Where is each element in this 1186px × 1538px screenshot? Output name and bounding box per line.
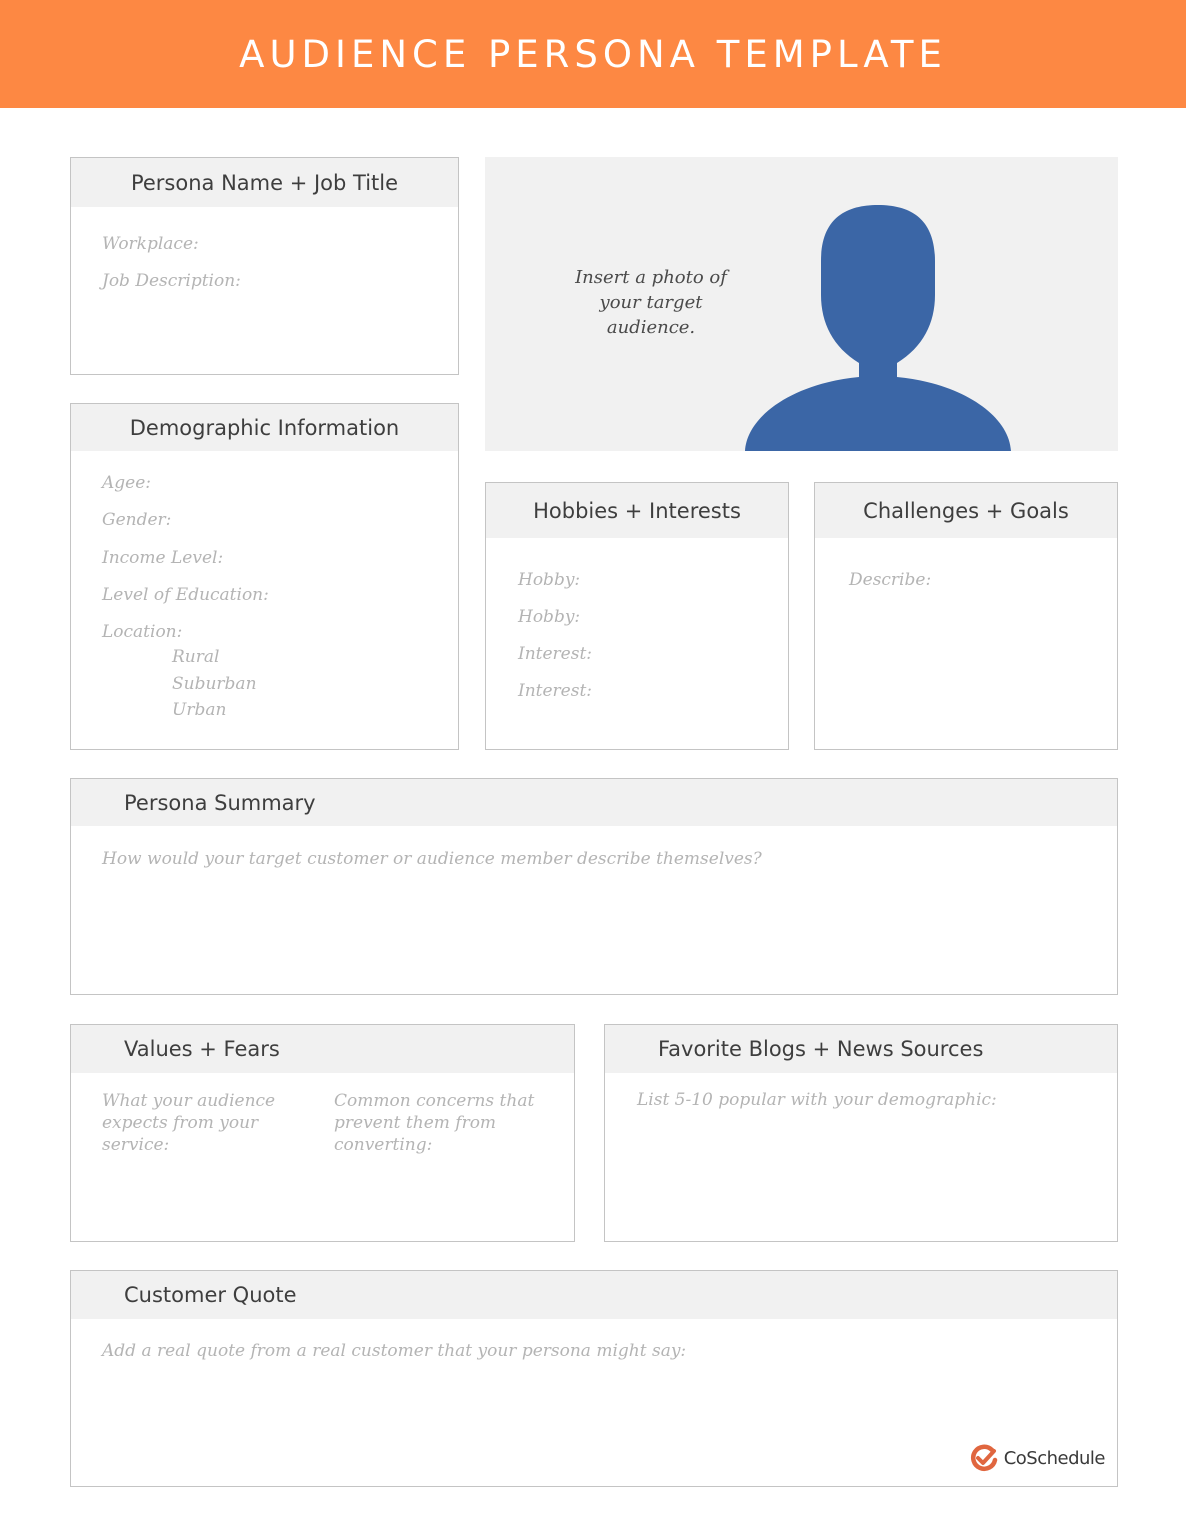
challenges-heading: Challenges + Goals bbox=[815, 483, 1117, 538]
interest-field[interactable]: Interest: bbox=[518, 644, 593, 664]
header-banner bbox=[0, 0, 1186, 108]
fears-field[interactable] bbox=[334, 1090, 534, 1156]
interest-field[interactable]: Interest: bbox=[518, 681, 593, 701]
fears-prompt-line: Common concerns that bbox=[334, 1091, 535, 1111]
persona-summary-card bbox=[70, 778, 1118, 995]
persona-summary-heading: Persona Summary bbox=[71, 779, 1117, 826]
challenges-card bbox=[814, 482, 1118, 750]
location-option-urban[interactable]: Urban bbox=[172, 700, 227, 720]
values-prompt-line: expects from your bbox=[102, 1113, 259, 1133]
photo-instruction-line: Insert a photo of bbox=[575, 267, 727, 288]
person-silhouette-icon bbox=[745, 205, 1011, 451]
describe-field[interactable]: Describe: bbox=[849, 570, 932, 590]
income-level-field[interactable]: Income Level: bbox=[102, 548, 224, 568]
hobbies-heading: Hobbies + Interests bbox=[486, 483, 788, 538]
photo-instruction bbox=[555, 265, 747, 340]
demographic-card bbox=[70, 403, 459, 750]
location-option-rural[interactable]: Rural bbox=[172, 647, 220, 667]
location-option-suburban[interactable]: Suburban bbox=[172, 674, 257, 694]
coschedule-check-icon bbox=[970, 1444, 998, 1472]
blogs-field[interactable]: List 5-10 popular with your demographic: bbox=[637, 1090, 997, 1110]
fears-prompt-line: prevent them from bbox=[334, 1113, 497, 1133]
hobby-field[interactable]: Hobby: bbox=[518, 607, 581, 627]
location-field[interactable]: Location: bbox=[102, 622, 183, 642]
blogs-heading: Favorite Blogs + News Sources bbox=[605, 1025, 1117, 1073]
fears-prompt-line: converting: bbox=[334, 1135, 433, 1155]
workplace-field[interactable]: Workplace: bbox=[102, 234, 199, 254]
hobbies-card bbox=[485, 482, 789, 750]
photo-placeholder[interactable] bbox=[485, 157, 1118, 451]
values-field[interactable] bbox=[102, 1090, 275, 1156]
quote-field[interactable]: Add a real quote from a real customer that your persona might say: bbox=[102, 1341, 687, 1361]
values-fears-heading: Values + Fears bbox=[71, 1025, 574, 1073]
summary-field[interactable]: How would your target customer or audience member describe themselves? bbox=[102, 849, 762, 869]
job-description-field[interactable]: Job Description: bbox=[102, 271, 241, 291]
values-fears-card bbox=[70, 1024, 575, 1242]
age-field[interactable]: Agee: bbox=[102, 473, 152, 493]
photo-instruction-line: your target bbox=[599, 292, 703, 313]
blogs-card bbox=[604, 1024, 1118, 1242]
values-prompt-line: service: bbox=[102, 1135, 170, 1155]
coschedule-logo bbox=[970, 1444, 1105, 1472]
customer-quote-heading: Customer Quote bbox=[71, 1271, 1117, 1319]
photo-instruction-line: audience. bbox=[606, 317, 696, 338]
persona-name-heading: Persona Name + Job Title bbox=[71, 158, 458, 207]
education-field[interactable]: Level of Education: bbox=[102, 585, 269, 605]
values-prompt-line: What your audience bbox=[102, 1091, 276, 1111]
hobby-field[interactable]: Hobby: bbox=[518, 570, 581, 590]
brand-name: CoSchedule bbox=[1003, 1447, 1105, 1469]
page-title: AUDIENCE PERSONA TEMPLATE bbox=[239, 32, 947, 76]
gender-field[interactable]: Gender: bbox=[102, 510, 172, 530]
persona-name-card bbox=[70, 157, 459, 375]
customer-quote-card bbox=[70, 1270, 1118, 1487]
demographic-heading: Demographic Information bbox=[71, 404, 458, 451]
